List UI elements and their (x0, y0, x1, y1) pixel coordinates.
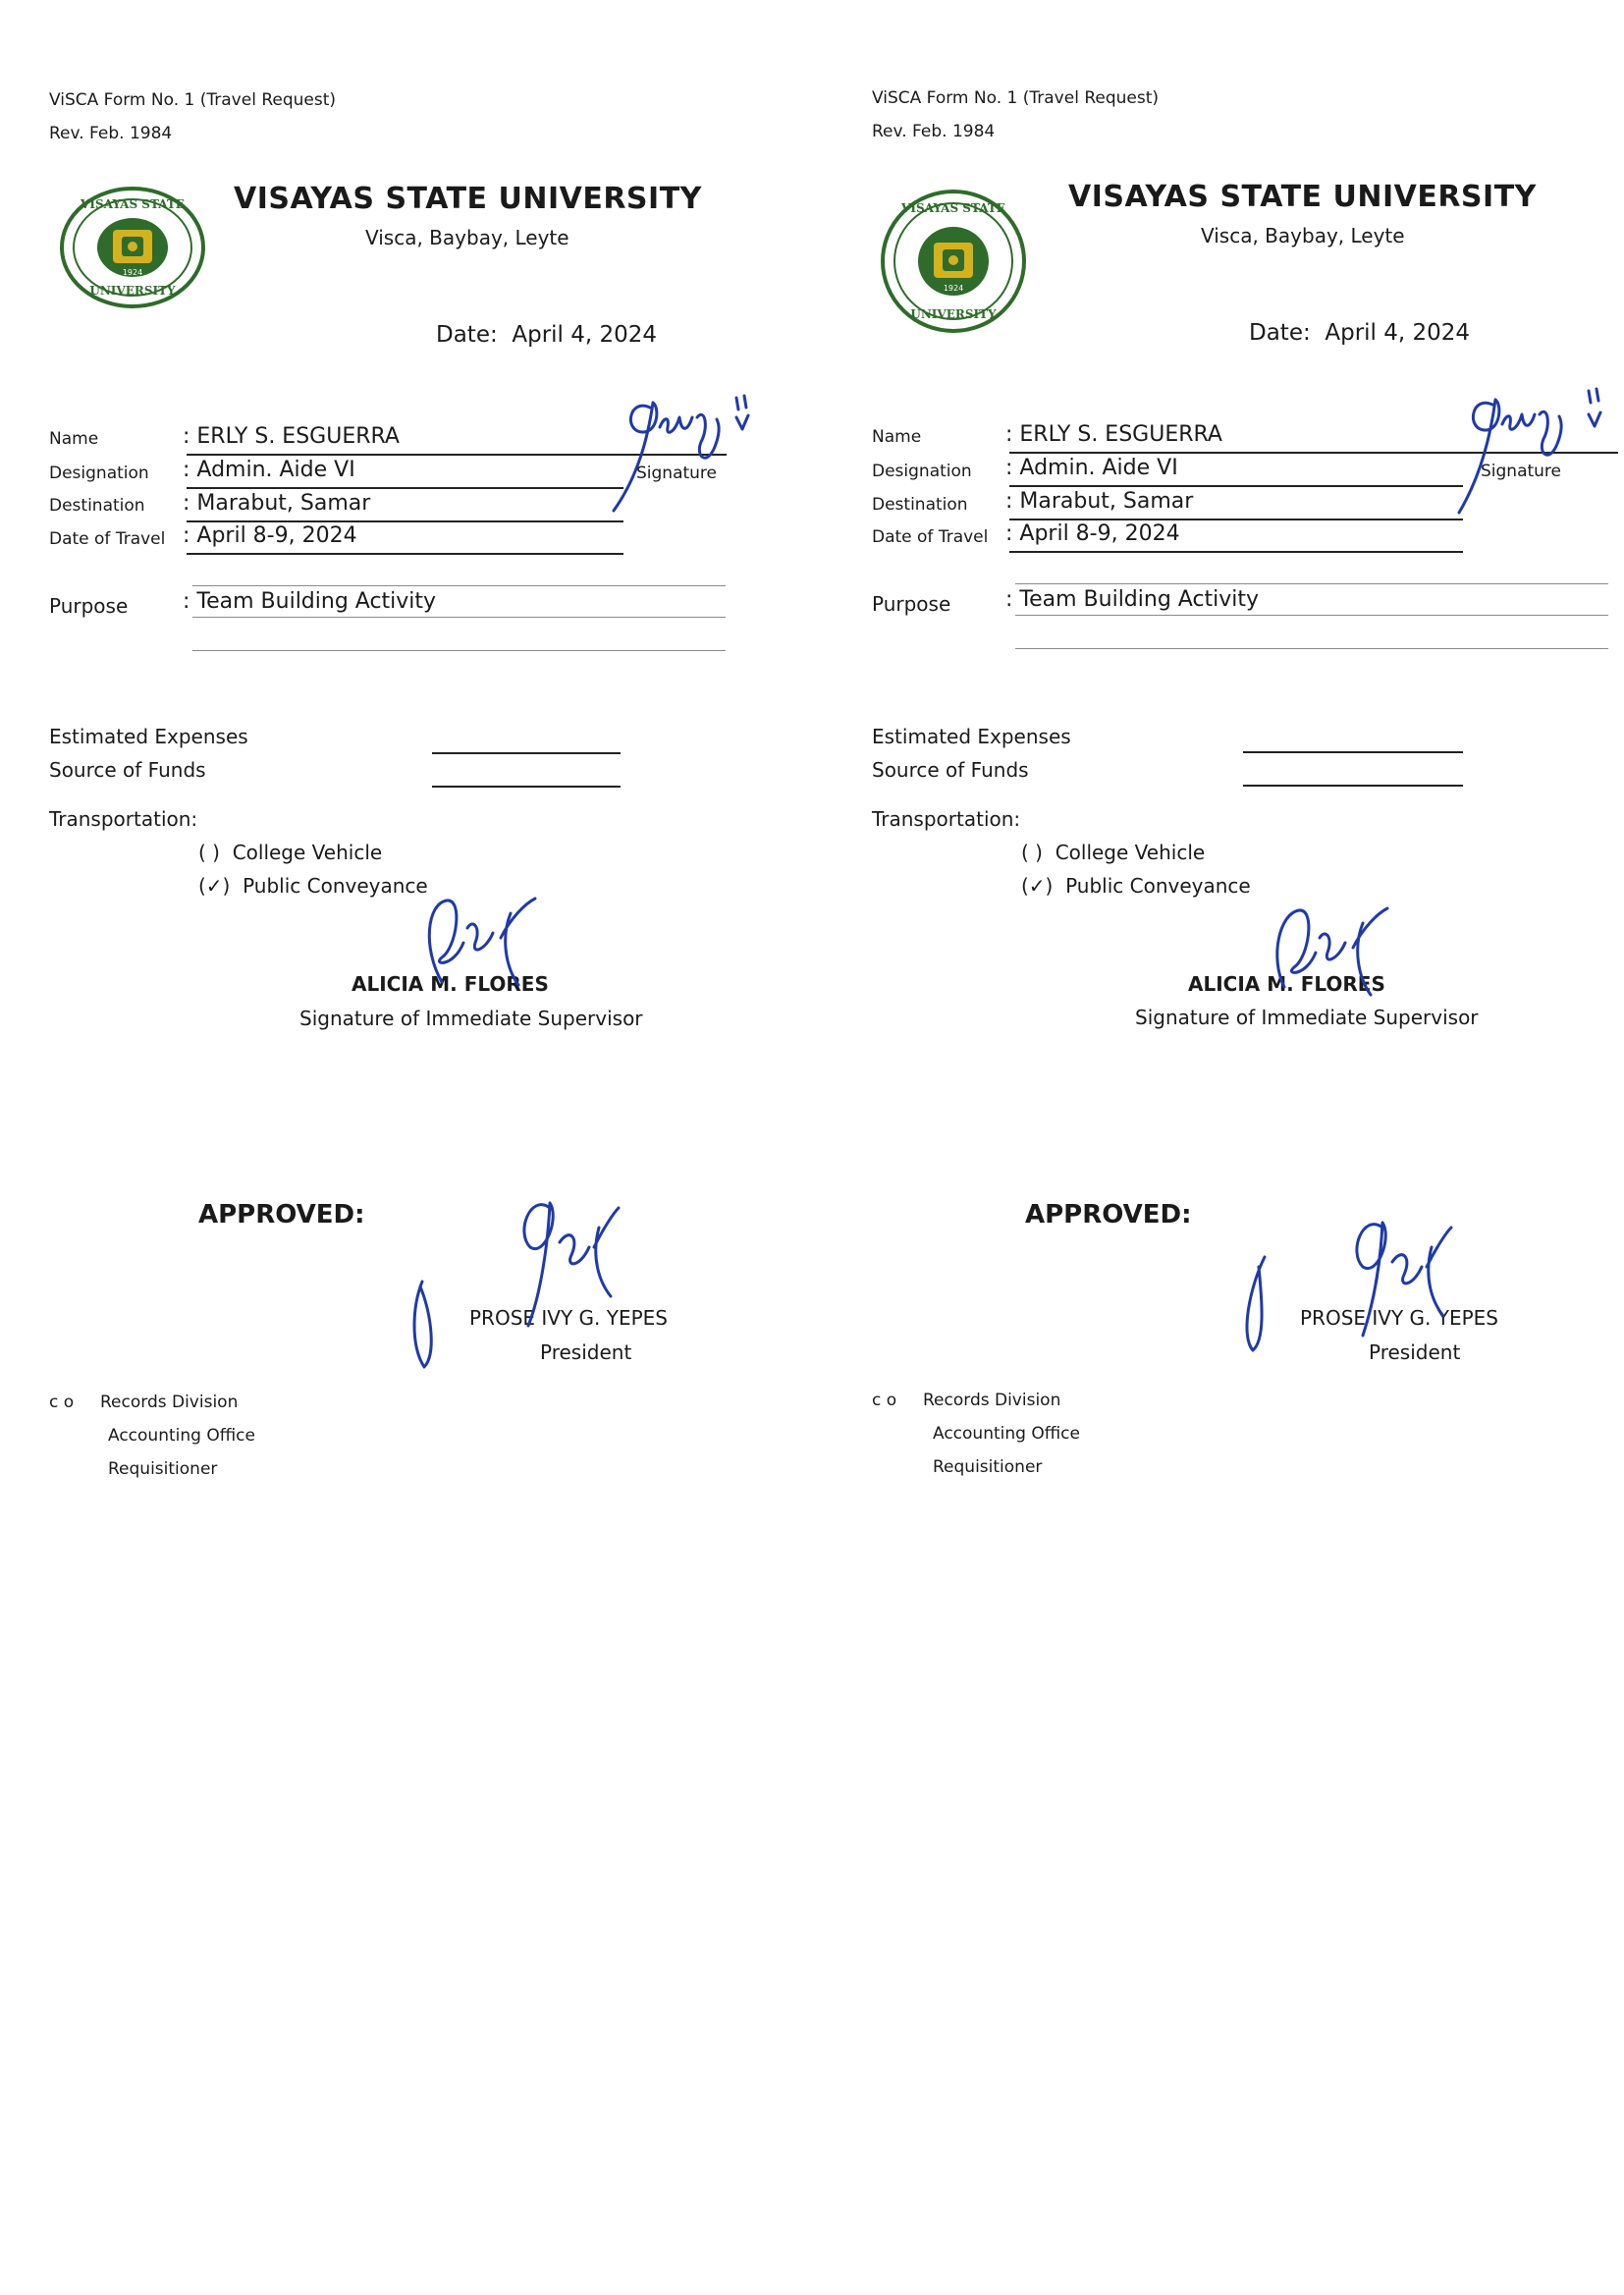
travel-date-underline (1009, 551, 1463, 553)
svg-text:1924: 1924 (943, 284, 964, 293)
destination-value: : Marabut, Samar (1005, 489, 1194, 514)
designation-value: : Admin. Aide VI (183, 458, 355, 482)
transportation-label: Transportation: (872, 807, 1021, 831)
approved-label: APPROVED: (198, 1200, 365, 1229)
university-seal-logo (880, 189, 1027, 334)
cc-label: c o (872, 1391, 897, 1410)
supervisor-name: ALICIA M. FLORES (352, 972, 549, 996)
designation-label: Designation (872, 462, 972, 481)
public-conveyance-label: Public Conveyance (1065, 874, 1251, 898)
requester-signature (599, 388, 766, 516)
funds-label: Source of Funds (872, 758, 1029, 782)
purpose-label: Purpose (49, 594, 129, 618)
expenses-underline (432, 752, 621, 754)
president-title: President (1369, 1340, 1461, 1364)
cc-requisitioner: Requisitioner (933, 1457, 1043, 1477)
date-value: April 4, 2024 (512, 322, 658, 348)
signature-label: Signature (636, 464, 718, 483)
purpose-line-2 (1015, 615, 1608, 616)
cc-records-division: Records Division (100, 1393, 239, 1412)
destination-label: Destination (49, 496, 145, 516)
president-signature (403, 1188, 628, 1375)
president-name: PROSE IVY G. YEPES (1300, 1306, 1499, 1330)
public-conveyance-checkbox: (✓) (198, 874, 231, 898)
supervisor-title: Signature of Immediate Supervisor (1135, 1006, 1479, 1029)
date-row (1249, 320, 1470, 346)
svg-text:VISAYAS STATE: VISAYAS STATE (901, 201, 1005, 215)
purpose-line-2 (192, 617, 726, 618)
travel-request-form-left (0, 0, 805, 1532)
supervisor-title: Signature of Immediate Supervisor (299, 1007, 643, 1030)
cc-label: c o (49, 1393, 75, 1412)
supervisor-signature (1255, 899, 1402, 1007)
purpose-value: : Team Building Activity (183, 589, 437, 614)
designation-label: Designation (49, 464, 149, 483)
cc-accounting-office: Accounting Office (108, 1426, 255, 1446)
college-vehicle-checkbox: ( ) (1021, 841, 1043, 864)
svg-text:1924: 1924 (122, 268, 143, 277)
name-label: Name (49, 429, 99, 449)
president-title: President (540, 1340, 632, 1364)
purpose-line-1 (192, 585, 726, 586)
travel-date-underline (187, 553, 623, 555)
college-vehicle-option (198, 841, 382, 864)
cc-records-division: Records Division (923, 1391, 1061, 1410)
transportation-label: Transportation: (49, 807, 198, 831)
college-vehicle-option (1021, 841, 1205, 864)
funds-underline (432, 786, 621, 788)
cc-requisitioner: Requisitioner (108, 1459, 218, 1479)
public-conveyance-label: Public Conveyance (243, 874, 428, 898)
college-vehicle-label: College Vehicle (232, 841, 383, 864)
purpose-line-3 (192, 650, 726, 651)
designation-underline (1009, 485, 1463, 487)
university-name: VISAYAS STATE UNIVERSITY (1068, 180, 1537, 214)
university-name: VISAYAS STATE UNIVERSITY (234, 182, 702, 216)
president-signature (1235, 1208, 1461, 1375)
form-revision: Rev. Feb. 1984 (49, 124, 173, 143)
supervisor-signature (403, 889, 550, 997)
form-number: ViSCA Form No. 1 (Travel Request) (872, 88, 1160, 108)
university-seal-logo (59, 187, 206, 308)
travel-date-label: Date of Travel (49, 529, 166, 549)
supervisor-name: ALICIA M. FLORES (1188, 972, 1385, 996)
svg-text:UNIVERSITY: UNIVERSITY (910, 307, 997, 321)
designation-underline (187, 487, 623, 489)
travel-date-value: : April 8-9, 2024 (183, 523, 357, 548)
destination-underline (1009, 519, 1463, 520)
funds-label: Source of Funds (49, 758, 206, 782)
destination-value: : Marabut, Samar (183, 491, 371, 516)
destination-underline (187, 520, 623, 522)
purpose-value: : Team Building Activity (1005, 587, 1260, 612)
name-value: : ERLY S. ESGUERRA (1005, 422, 1222, 447)
destination-label: Destination (872, 495, 968, 515)
svg-text:UNIVERSITY: UNIVERSITY (89, 284, 176, 298)
public-conveyance-option (1021, 874, 1251, 898)
approved-label: APPROVED: (1025, 1200, 1192, 1229)
purpose-label: Purpose (872, 592, 951, 616)
date-row (436, 322, 657, 348)
expenses-underline (1243, 751, 1463, 753)
president-name: PROSE IVY G. YEPES (469, 1306, 669, 1330)
name-value: : ERLY S. ESGUERRA (183, 424, 400, 449)
date-value: April 4, 2024 (1325, 320, 1471, 346)
expenses-label: Estimated Expenses (49, 725, 248, 748)
purpose-line-3 (1015, 648, 1608, 649)
public-conveyance-checkbox: (✓) (1021, 874, 1054, 898)
requester-signature (1432, 383, 1618, 520)
expenses-label: Estimated Expenses (872, 725, 1071, 748)
form-revision: Rev. Feb. 1984 (872, 122, 996, 141)
university-address: Visca, Baybay, Leyte (1201, 224, 1405, 247)
public-conveyance-option (198, 874, 428, 898)
travel-date-label: Date of Travel (872, 527, 989, 547)
svg-text:VISAYAS STATE: VISAYAS STATE (81, 197, 185, 211)
college-vehicle-label: College Vehicle (1055, 841, 1206, 864)
funds-underline (1243, 785, 1463, 787)
date-label: Date: (1249, 320, 1311, 346)
name-label: Name (872, 427, 922, 447)
designation-value: : Admin. Aide VI (1005, 456, 1178, 480)
form-number: ViSCA Form No. 1 (Travel Request) (49, 90, 337, 110)
university-address: Visca, Baybay, Leyte (365, 226, 569, 249)
cc-accounting-office: Accounting Office (933, 1424, 1080, 1444)
date-label: Date: (436, 322, 498, 348)
signature-label: Signature (1481, 462, 1562, 481)
travel-date-value: : April 8-9, 2024 (1005, 521, 1180, 546)
college-vehicle-checkbox: ( ) (198, 841, 220, 864)
purpose-line-1 (1015, 583, 1608, 584)
travel-request-form-right (823, 0, 1624, 1532)
